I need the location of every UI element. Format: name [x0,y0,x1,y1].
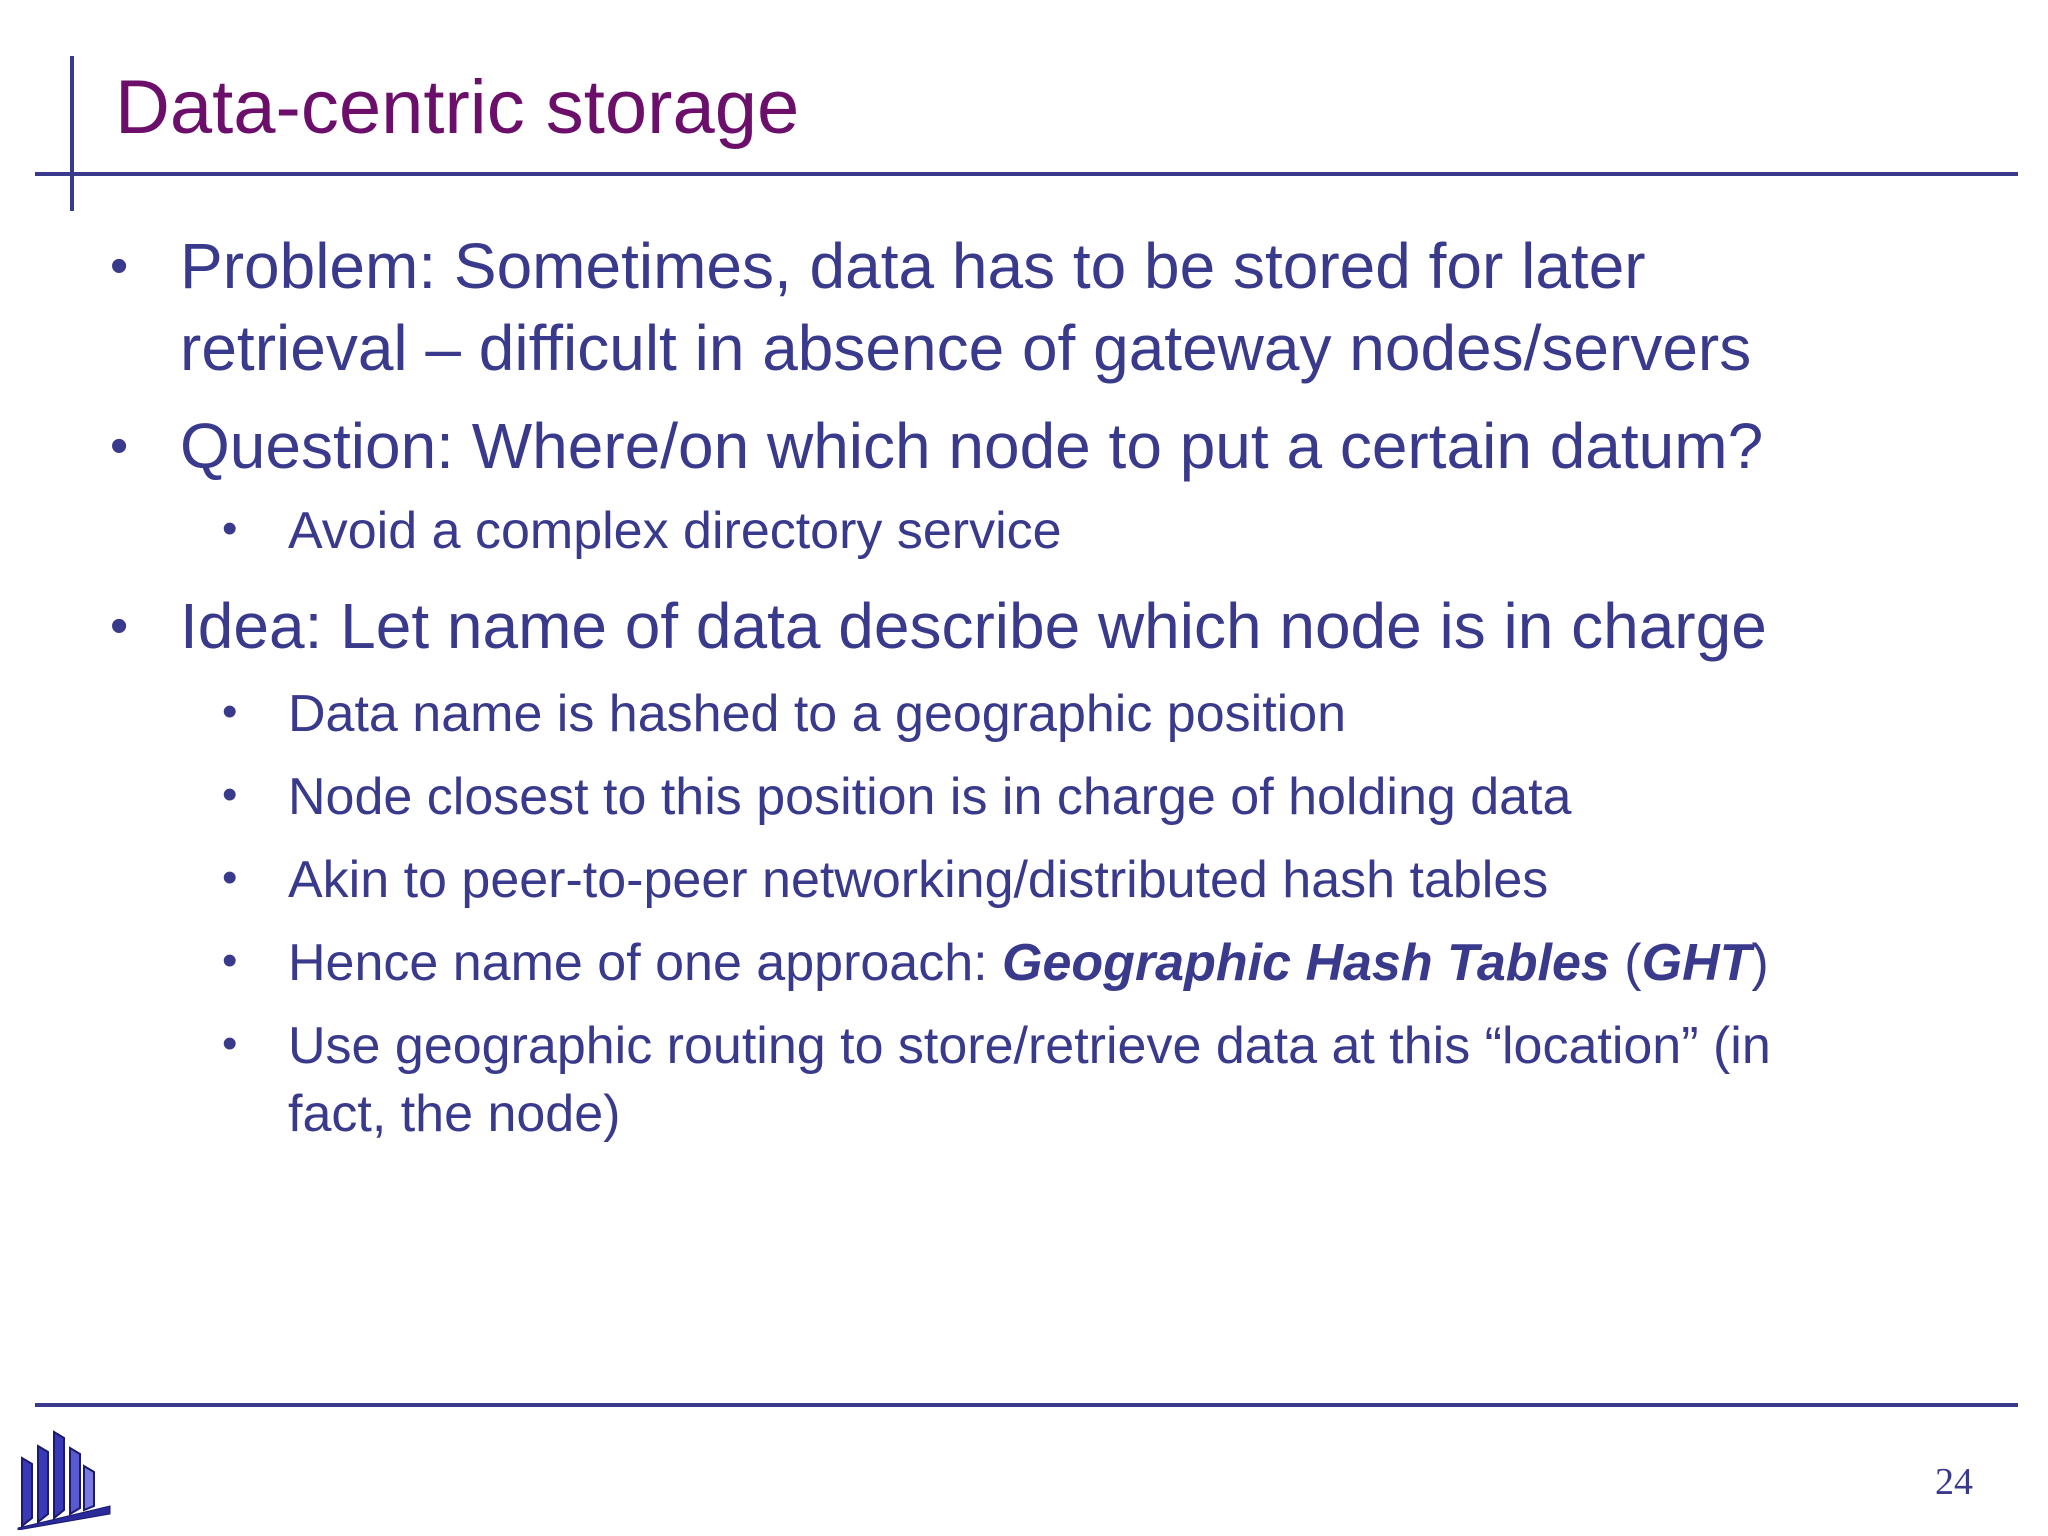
bullet-idea [110,585,1980,667]
bullet-text: ( [1609,934,1642,992]
bullet-icon: • [222,853,238,902]
bullet-problem [110,225,1980,389]
title-vertical-rule [70,56,74,211]
bullet-text: Use geographic routing to store/retrieve data at this “location” (in [288,1017,1771,1075]
bullet-text: Data name is hashed to a geographic position [288,685,1347,743]
bullet-icon: • [222,936,238,985]
bullet-text: retrieval – difficult in absence of gateway nodes/servers [180,312,1752,384]
bullet-text: Problem: Sometimes, data has to be stored for later [180,230,1646,302]
emphasis-term: Geographic Hash Tables [1002,934,1610,992]
bullet-text: Question: Where/on which node to put a certain datum? [180,410,1764,482]
slide-title: Data-centric storage [115,65,800,150]
page-number: 24 [1935,1461,1973,1503]
bullet-icon: • [222,770,238,819]
bullet-icon: • [222,504,238,553]
bullet-text: fact, the node) [288,1085,621,1143]
university-logo-icon [14,1418,114,1530]
subbullet-akin [222,846,1968,914]
bullet-text: ) [1751,934,1769,992]
subbullet-hashed [222,680,1968,748]
subbullet-hence [222,929,1968,997]
bullet-icon: • [110,237,129,295]
footer-horizontal-rule [35,1403,2018,1407]
bullet-text: Idea: Let name of data describe which node is in charge [180,590,1767,662]
bullet-icon: • [110,417,129,475]
subbullet-closest [222,763,1968,831]
bullet-text: Akin to peer-to-peer networking/distributed hash tables [288,851,1549,909]
bullet-icon: • [222,1019,238,1068]
subbullet-avoid [222,497,1968,565]
subbullet-use [222,1012,1968,1148]
title-horizontal-rule [35,172,2018,176]
bullet-icon: • [110,597,129,655]
bullet-text: Hence name of one approach: [288,934,1003,992]
bullet-text: Avoid a complex directory service [288,502,1062,560]
emphasis-abbreviation: GHT [1641,934,1752,992]
bullet-text: Node closest to this position is in charge of holding data [288,768,1572,826]
bullet-question [110,405,1980,487]
bullet-icon: • [222,687,238,736]
